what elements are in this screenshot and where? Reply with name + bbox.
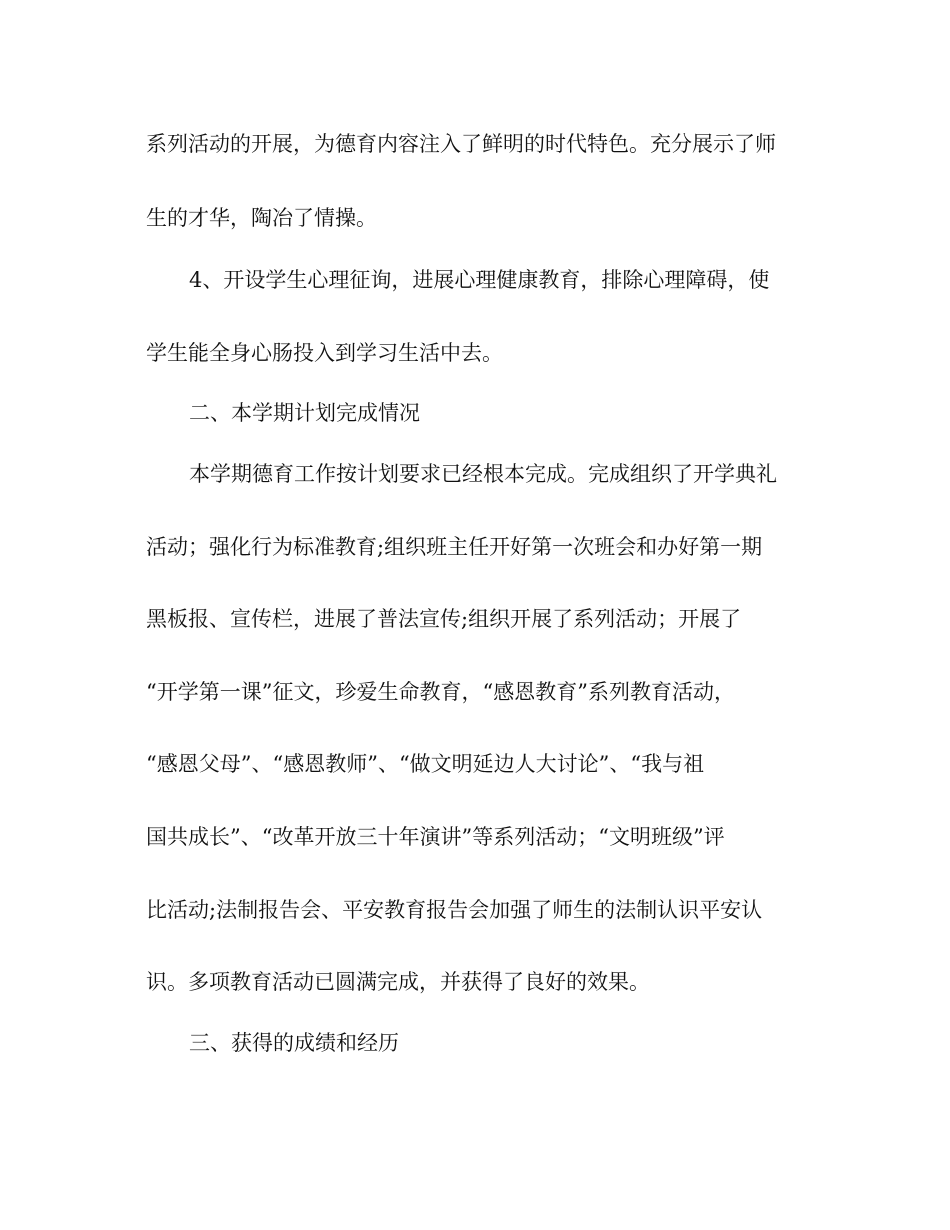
paragraph-line: “感恩父母”、“感恩教师”、“做文明延边人大讨论”、“我与祖 [146,752,705,776]
paragraph-line: 系列活动的开展，为德育内容注入了鲜明的时代特色。充分展示了师 [146,132,776,156]
paragraph-line: “开学第一课”征文，珍爱生命教育，“感恩教育”系列教育活动， [146,680,735,704]
paragraph-line: 黑板报、宣传栏，进展了普法宣传;组织开展了系列活动；开展了 [146,607,742,631]
paragraph-line: 学生能全身心肠投入到学习生活中去。 [146,341,503,365]
paragraph-line: 识。多项教育活动已圆满完成，并获得了良好的效果。 [146,970,650,994]
paragraph-line: 活动；强化行为标准教育;组织班主任开好第一次班会和办好第一期 [146,535,763,559]
paragraph-line: 4、开设学生心理征询，进展心理健康教育，排除心理障碍，使 [189,268,770,292]
paragraph-line: 国共成长”、“改革开放三十年演讲”等系列活动；“文明班级”评 [146,825,725,849]
paragraph-line: 比活动;法制报告会、平安教育报告会加强了师生的法制认识平安认 [146,898,763,922]
section-heading: 三、获得的成绩和经历 [189,1031,399,1055]
section-heading: 二、本学期计划完成情况 [189,401,420,425]
paragraph-line: 生的才华，陶冶了情操。 [146,206,377,230]
paragraph-line: 本学期德育工作按计划要求已经根本完成。完成组织了开学典礼 [189,462,777,486]
